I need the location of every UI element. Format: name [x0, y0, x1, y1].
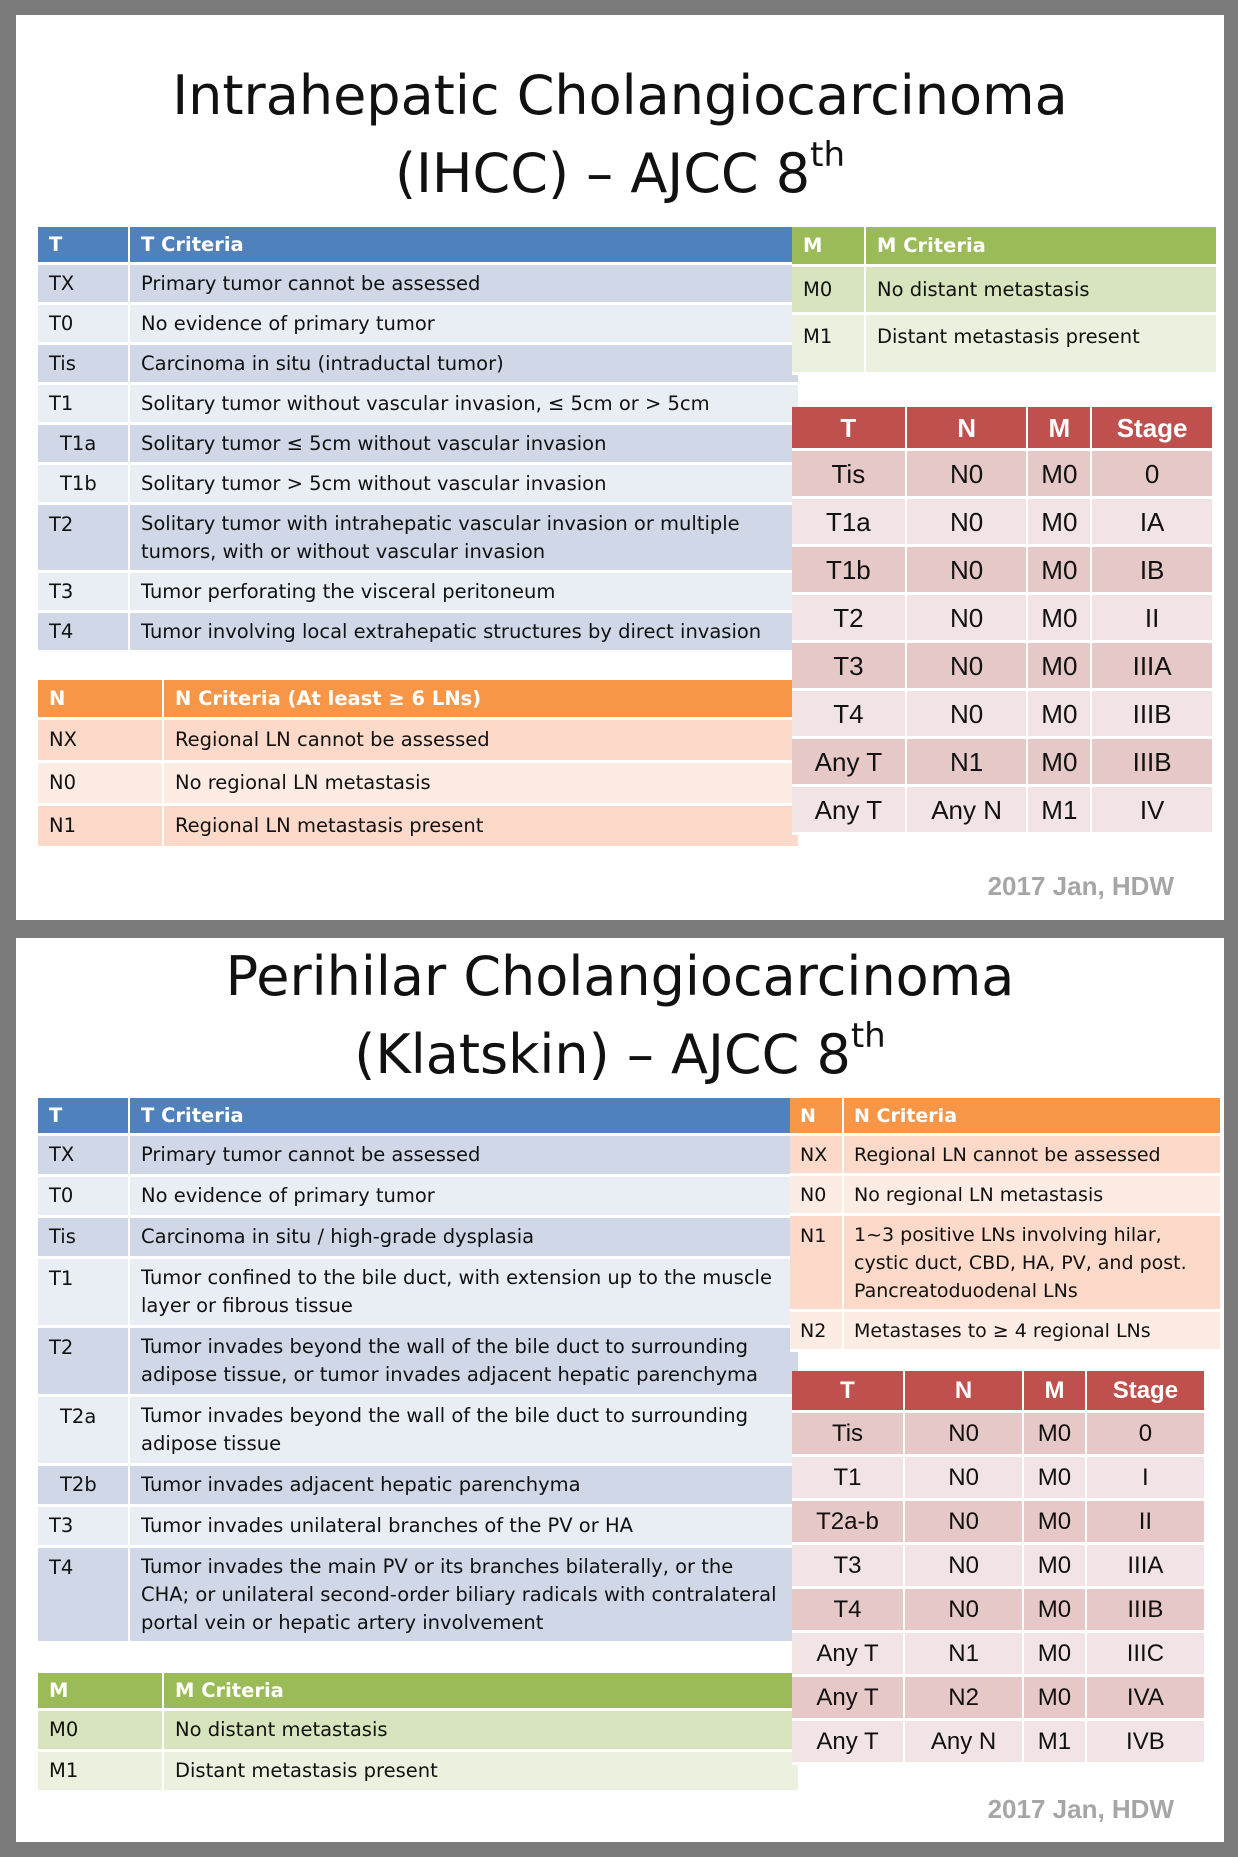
t-code: T2b [38, 1466, 128, 1507]
n-criteria: 1~3 positive LNs involving hilar, cystic duct, CBD, HA, PV, and post. Pancreatoduodenal LNs [842, 1216, 1220, 1312]
t-criteria: No evidence of primary tumor [128, 305, 798, 345]
t-code: T1b [38, 465, 128, 505]
m-criteria: Distant metastasis present [162, 1752, 798, 1793]
stage-n: N0 [903, 1545, 1022, 1589]
stage-t: Any T [792, 1721, 903, 1765]
stage-m: M0 [1022, 1545, 1085, 1589]
t-code: TX [38, 265, 128, 305]
t-criteria: Solitary tumor with intrahepatic vascular invasion or multiple tumors, with or without vascular invasion [128, 505, 798, 573]
n-code: N1 [790, 1216, 842, 1312]
column-header-n: N [903, 1371, 1022, 1413]
column-header-n-criteria: N Criteria [842, 1098, 1220, 1136]
stage-value: IVB [1085, 1721, 1204, 1765]
stage-n: N2 [903, 1677, 1022, 1721]
stage-t: Any T [792, 1677, 903, 1721]
column-header-stage: Stage [1090, 407, 1212, 451]
n-code: NX [38, 720, 162, 763]
stage-value: 0 [1085, 1413, 1204, 1457]
table-row [38, 1177, 798, 1218]
stage-n: N0 [903, 1457, 1022, 1501]
t-criteria: Tumor invades beyond the wall of the bile duct to surrounding adipose tissue, or tumor invades adjacent hepatic parenchyma [128, 1328, 798, 1397]
stage-t: T2a-b [792, 1501, 903, 1545]
t-code: T1 [38, 385, 128, 425]
stage-t: T3 [792, 1545, 903, 1589]
table-row [792, 691, 1212, 739]
stage-t: T1a [792, 499, 905, 547]
t-code: T4 [38, 613, 128, 653]
stage-m: M1 [1026, 787, 1090, 835]
t-criteria: Primary tumor cannot be assessed [128, 265, 798, 305]
table-row [38, 1218, 798, 1259]
table-row [38, 425, 798, 465]
table-row [38, 763, 798, 806]
table-row [792, 1501, 1204, 1545]
t-code: T3 [38, 573, 128, 613]
table-row [38, 1466, 798, 1507]
n-criteria: No regional LN metastasis [842, 1176, 1220, 1216]
n-criteria-table [790, 1098, 1220, 1352]
table-header-row [38, 227, 798, 265]
table-row [38, 573, 798, 613]
table-row [792, 499, 1212, 547]
table-header-row [792, 1371, 1204, 1413]
t-code: T3 [38, 1507, 128, 1548]
n-criteria: Regional LN cannot be assessed [842, 1136, 1220, 1176]
stage-n: N0 [903, 1413, 1022, 1457]
stage-t: T1b [792, 547, 905, 595]
column-header-n: N [790, 1098, 842, 1136]
column-header-t: T [38, 227, 128, 265]
stage-m: M1 [1022, 1721, 1085, 1765]
m-code: M0 [38, 1711, 162, 1752]
m-criteria: Distant metastasis present [864, 315, 1216, 375]
stage-n: N0 [905, 595, 1027, 643]
t-code: T0 [38, 1177, 128, 1218]
n-code: NX [790, 1136, 842, 1176]
stage-value: IA [1090, 499, 1212, 547]
stage-n: N0 [905, 451, 1027, 499]
t-code: T0 [38, 305, 128, 345]
table-row [38, 465, 798, 505]
column-header-m: M [1026, 407, 1090, 451]
stage-value: IIIA [1085, 1545, 1204, 1589]
n-criteria: Regional LN metastasis present [162, 806, 798, 849]
table-row [792, 643, 1212, 691]
stage-m: M0 [1026, 691, 1090, 739]
slide-perihilar [16, 938, 1224, 1842]
column-header-m: M [1022, 1371, 1085, 1413]
t-code: TX [38, 1136, 128, 1177]
t-code: T2a [38, 1397, 128, 1466]
n-code: N2 [790, 1312, 842, 1352]
t-criteria: Tumor confined to the bile duct, with extension up to the muscle layer or fibrous tissue [128, 1259, 798, 1328]
t-code: T2 [38, 1328, 128, 1397]
table-row [792, 451, 1212, 499]
stage-n: N0 [903, 1501, 1022, 1545]
stage-m: M0 [1026, 595, 1090, 643]
table-row [38, 1136, 798, 1177]
stage-n: N0 [905, 499, 1027, 547]
n-criteria: Regional LN cannot be assessed [162, 720, 798, 763]
column-header-t: T [38, 1098, 128, 1136]
t-criteria: Tumor invades adjacent hepatic parenchyma [128, 1466, 798, 1507]
table-row [792, 1721, 1204, 1765]
stage-t: T1 [792, 1457, 903, 1501]
t-criteria: Solitary tumor ≤ 5cm without vascular invasion [128, 425, 798, 465]
t-criteria-table [38, 227, 798, 653]
stage-table [792, 1371, 1204, 1765]
stage-value: IV [1090, 787, 1212, 835]
stage-value: IIIA [1090, 643, 1212, 691]
m-criteria: No distant metastasis [162, 1711, 798, 1752]
column-header-t: T [792, 1371, 903, 1413]
table-row [792, 739, 1212, 787]
t-code: T1a [38, 425, 128, 465]
table-header-row [792, 227, 1216, 267]
table-header-row [38, 680, 798, 720]
stage-value: IIIC [1085, 1633, 1204, 1677]
stage-t: Any T [792, 1633, 903, 1677]
title-line-2: (Klatskin) – AJCC 8th [354, 1016, 886, 1086]
m-code: M1 [792, 315, 864, 375]
t-code: Tis [38, 1218, 128, 1259]
column-header-t-criteria: T Criteria [128, 227, 798, 265]
stage-value: IIIB [1090, 691, 1212, 739]
t-criteria: No evidence of primary tumor [128, 1177, 798, 1218]
n-code: N1 [38, 806, 162, 849]
stage-t: T4 [792, 1589, 903, 1633]
slide-ihcc [16, 15, 1224, 920]
stage-m: M0 [1026, 643, 1090, 691]
t-code: Tis [38, 345, 128, 385]
stage-value: 0 [1090, 451, 1212, 499]
table-row [792, 1413, 1204, 1457]
stage-n: Any N [905, 787, 1027, 835]
n-code: N0 [38, 763, 162, 806]
t-code: T1 [38, 1259, 128, 1328]
stage-m: M0 [1026, 499, 1090, 547]
table-row [38, 1548, 798, 1644]
stage-t: Tis [792, 1413, 903, 1457]
table-row [792, 595, 1212, 643]
t-criteria: Solitary tumor > 5cm without vascular invasion [128, 465, 798, 505]
column-header-m: M [792, 227, 864, 267]
table-header-row [38, 1673, 798, 1711]
stage-n: N0 [905, 547, 1027, 595]
table-header-row [792, 407, 1212, 451]
stage-t: Any T [792, 787, 905, 835]
t-criteria: Tumor invades unilateral branches of the PV or HA [128, 1507, 798, 1548]
author-credit: 2017 Jan, HDW [987, 1794, 1174, 1824]
column-header-n: N [905, 407, 1027, 451]
stage-value: IVA [1085, 1677, 1204, 1721]
t-criteria: Tumor involving local extrahepatic structures by direct invasion [128, 613, 798, 653]
stage-t: T2 [792, 595, 905, 643]
m-criteria-table [38, 1673, 798, 1793]
n-criteria: No regional LN metastasis [162, 763, 798, 806]
t-criteria: Solitary tumor without vascular invasion, ≤ 5cm or > 5cm [128, 385, 798, 425]
stage-n: N1 [903, 1633, 1022, 1677]
table-row [38, 305, 798, 345]
column-header-n-criteria: N Criteria (At least ≥ 6 LNs) [162, 680, 798, 720]
stage-value: I [1085, 1457, 1204, 1501]
column-header-t-criteria: T Criteria [128, 1098, 798, 1136]
stage-m: M0 [1022, 1413, 1085, 1457]
table-row [38, 1259, 798, 1328]
stage-t: Any T [792, 739, 905, 787]
stage-n: N0 [903, 1589, 1022, 1633]
table-row [792, 787, 1212, 835]
table-row [38, 1397, 798, 1466]
table-row [38, 720, 798, 763]
n-criteria-table [38, 680, 798, 849]
table-row [792, 267, 1216, 315]
table-row [38, 385, 798, 425]
title-line-1: Intrahepatic Cholangiocarcinoma [172, 64, 1068, 127]
table-row [38, 1752, 798, 1793]
table-row [38, 265, 798, 305]
table-row [38, 806, 798, 849]
author-credit: 2017 Jan, HDW [987, 871, 1174, 901]
stage-value: IIIB [1085, 1589, 1204, 1633]
t-criteria: Tumor perforating the visceral peritoneum [128, 573, 798, 613]
table-row [792, 547, 1212, 595]
table-row [792, 1457, 1204, 1501]
stage-n: Any N [903, 1721, 1022, 1765]
t-criteria: Tumor invades the main PV or its branches bilaterally, or the CHA; or unilateral second-order biliary radicals with contralateral portal vein or hepatic artery involvement [128, 1548, 798, 1644]
column-header-m-criteria: M Criteria [864, 227, 1216, 267]
t-criteria-table [38, 1098, 798, 1644]
table-row [792, 1545, 1204, 1589]
stage-value: IB [1090, 547, 1212, 595]
table-row [790, 1216, 1220, 1312]
t-code: T4 [38, 1548, 128, 1644]
stage-n: N1 [905, 739, 1027, 787]
column-header-t: T [792, 407, 905, 451]
stage-value: II [1090, 595, 1212, 643]
stage-m: M0 [1026, 547, 1090, 595]
stage-m: M0 [1026, 739, 1090, 787]
stage-n: N0 [905, 691, 1027, 739]
table-row [38, 613, 798, 653]
table-row [790, 1136, 1220, 1176]
column-header-stage: Stage [1085, 1371, 1204, 1413]
table-header-row [790, 1098, 1220, 1136]
stage-t: Tis [792, 451, 905, 499]
table-row [38, 345, 798, 385]
table-row [38, 505, 798, 573]
column-header-m-criteria: M Criteria [162, 1673, 798, 1711]
stage-m: M0 [1022, 1501, 1085, 1545]
table-header-row [38, 1098, 798, 1136]
t-criteria: Primary tumor cannot be assessed [128, 1136, 798, 1177]
table-row [790, 1312, 1220, 1352]
t-criteria: Carcinoma in situ (intraductal tumor) [128, 345, 798, 385]
stage-table [792, 407, 1212, 835]
t-code: T2 [38, 505, 128, 573]
column-header-n: N [38, 680, 162, 720]
table-row [792, 1589, 1204, 1633]
stage-m: M0 [1022, 1589, 1085, 1633]
m-criteria: No distant metastasis [864, 267, 1216, 315]
slide-title [16, 57, 1224, 213]
table-row [792, 1633, 1204, 1677]
slide-title [16, 938, 1224, 1094]
title-superscript: th [810, 135, 846, 175]
table-row [38, 1328, 798, 1397]
t-criteria: Tumor invades beyond the wall of the bile duct to surrounding adipose tissue [128, 1397, 798, 1466]
m-code: M1 [38, 1752, 162, 1793]
n-code: N0 [790, 1176, 842, 1216]
table-row [38, 1507, 798, 1548]
stage-m: M0 [1022, 1677, 1085, 1721]
stage-n: N0 [905, 643, 1027, 691]
stage-t: T4 [792, 691, 905, 739]
table-row [790, 1176, 1220, 1216]
stage-m: M0 [1026, 451, 1090, 499]
table-row [792, 1677, 1204, 1721]
table-row [792, 315, 1216, 375]
t-criteria: Carcinoma in situ / high-grade dysplasia [128, 1218, 798, 1259]
m-criteria-table [792, 227, 1216, 375]
title-line-2: (IHCC) – AJCC 8th [394, 135, 846, 205]
stage-m: M0 [1022, 1633, 1085, 1677]
stage-value: IIIB [1090, 739, 1212, 787]
stage-t: T3 [792, 643, 905, 691]
table-row [38, 1711, 798, 1752]
column-header-m: M [38, 1673, 162, 1711]
title-superscript: th [850, 1016, 886, 1056]
title-line-1: Perihilar Cholangiocarcinoma [225, 945, 1015, 1008]
n-criteria: Metastases to ≥ 4 regional LNs [842, 1312, 1220, 1352]
m-code: M0 [792, 267, 864, 315]
stage-m: M0 [1022, 1457, 1085, 1501]
stage-value: II [1085, 1501, 1204, 1545]
